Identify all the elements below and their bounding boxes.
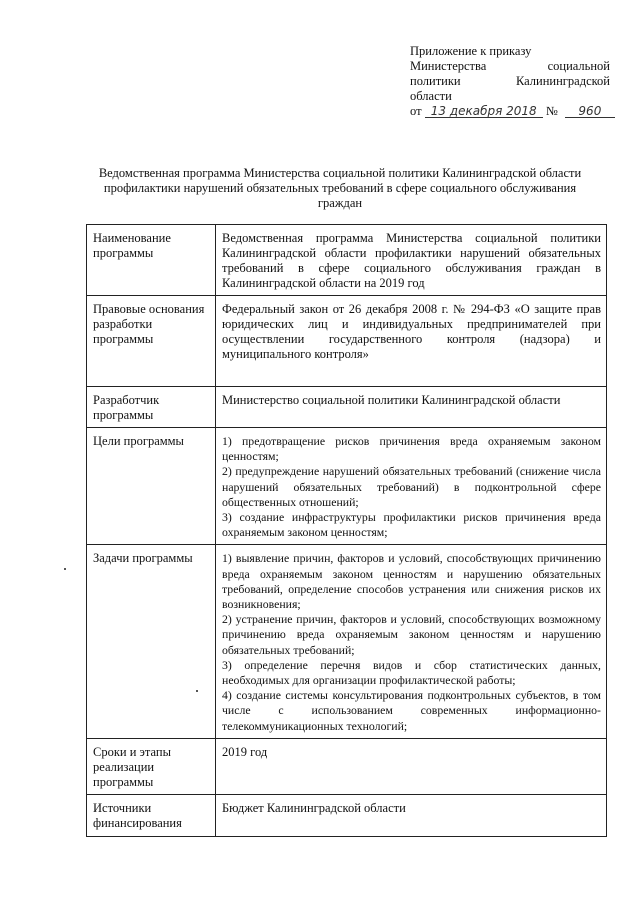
row-content [216,545,607,738]
table-row-name [87,225,607,296]
table-row-tasks [87,545,607,738]
date-prefix: от [410,104,422,118]
table-row-legal-basis [87,296,607,387]
table-row-terms [87,738,607,794]
row-content [216,296,607,387]
row-content [216,387,607,428]
appendix-line-1: Приложение к приказу [410,44,532,58]
table-row-goals [87,428,607,545]
row-content-line: 3) определение перечня видов и сбор статистических данных, необходимых для организации профилактической работы; [222,657,601,688]
table-row-financing [87,794,607,836]
scan-speck [64,568,66,570]
row-content-line: 4) создание системы консультирования подконтрольных субъектов, в том числе с использованием современных информационно-телекоммуникационных технологий; [222,688,601,733]
handwritten-number: 960 [565,105,615,118]
row-content-line: 1) предотвращение рисков причинения вреда охраняемым законом ценностям; [222,434,601,464]
appendix-block [410,44,610,119]
row-content-line: 2019 год [222,744,268,759]
appendix-date-line [410,104,610,119]
appendix-line-2: Министерства социальной [410,59,610,73]
row-content [216,794,607,836]
row-label: Разработчик программы [87,387,216,428]
appendix-line-4: области [410,89,452,103]
title-line-3: граждан [317,196,363,210]
row-label: Наименование программы [87,225,216,296]
row-content-line: Бюджет Калининградской области [222,800,406,815]
row-content-line: Федеральный закон от 26 декабря 2008 г. № 294-ФЗ «О защите прав юридических лиц и индивидуальных предпринимателей при осуществлении государственного контроля (надзора) и муниципального контроля» [222,302,601,361]
scan-speck [196,690,198,692]
row-content-line: 1) выявление причин, факторов и условий, способствующих причинению вреда охраняемым законом ценностям и нарушению обязательных требований, определение способов устранения или снижения рисков их возникновения; [222,551,601,612]
handwritten-date: 13 декабря 2018 [425,105,543,118]
row-content-line: Ведомственная программа Министерства социальной политики Калининградской области профилактики нарушений обязательных требований в сфере социального обслуживания граждан в Калининградской области на 2019 год [222,231,601,290]
title-line-2: профилактики нарушений обязательных требований в сфере социального обслуживания [103,181,577,195]
row-content [216,225,607,296]
row-label: Цели программы [87,428,216,545]
row-content [216,738,607,794]
document-title [80,166,600,211]
title-line-1: Ведомственная программа Министерства социальной политики Калининградской области [98,166,582,180]
row-label: Сроки и этапы реализации программы [87,738,216,794]
table-row-developer [87,387,607,428]
row-label: Правовые основания разработки программы [87,296,216,387]
appendix-line-3: политики Калининградской [410,74,610,88]
row-content-line: 2) устранение причин, факторов и условий, способствующих возможному причинению вреда охраняемым законом ценностям и нарушению обязательных требований; [222,612,601,657]
number-sign: № [545,104,558,118]
program-passport-table [86,224,607,837]
row-content-line: 3) создание инфраструктуры профилактики рисков причинения вреда охраняемым законом ценностям; [222,510,601,540]
row-content-line: 2) предупреждение нарушений обязательных требований (снижение числа нарушений обязательных требований) в подконтрольной сфере общественных отношений; [222,464,601,509]
row-content-line: Министерство социальной политики Калининградской области [222,393,561,407]
row-content [216,428,607,545]
row-label: Задачи программы [87,545,216,738]
row-label: Источники финансирования [87,794,216,836]
